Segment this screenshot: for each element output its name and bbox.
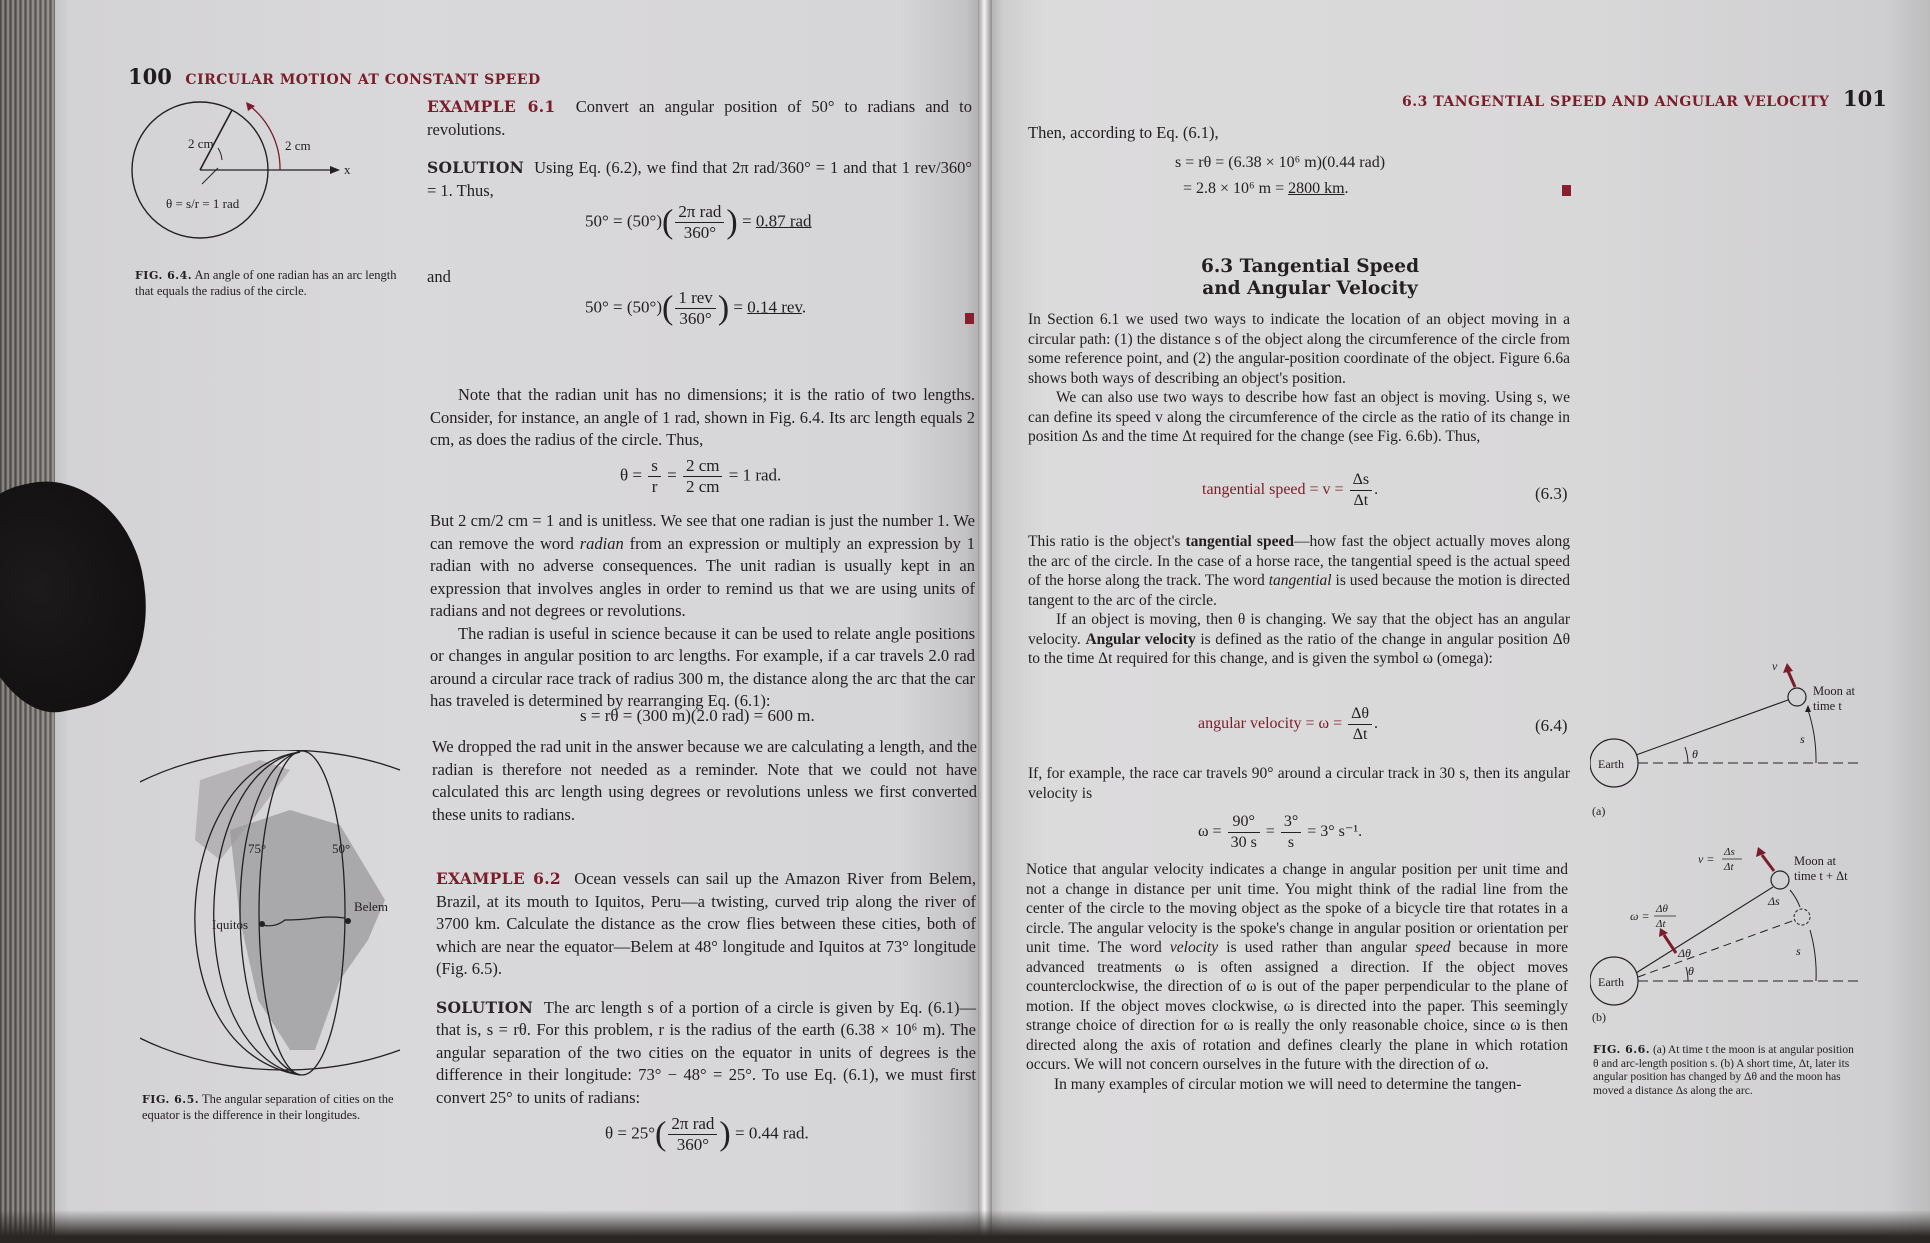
example-6-1: EXAMPLE 6.1 Convert an angular position of 50° to radians and to revolutions. SOLUTION Using Eq. (6.2), we find that 2π rad/360° = 1 and that 1 rev/360° = 1. Thus, bbox=[427, 97, 972, 200]
v-denominator: Δt bbox=[1724, 861, 1734, 873]
solution-label: SOLUTION bbox=[427, 158, 525, 177]
v-equals-label: v = bbox=[1698, 852, 1715, 866]
equation-s-earth-line2: = 2.8 × 10⁶ m = 2800 km. bbox=[1183, 180, 1349, 197]
page-number-left: 100 bbox=[128, 64, 172, 89]
moon-time-label: time t + Δt bbox=[1794, 869, 1848, 883]
equation-50deg-rev: 50° = (50°)( $\frac{\text{1 rev}}{360^\circ}$ ) = 0.14 rev. bbox=[585, 288, 807, 328]
paragraph-radian-dimensionless: Note that the radian unit has no dimensions; it is the ratio of two lengths. Consider, for instance, an angle of 1 rad, shown in Fig. 6.4. Its arc length equals 2 cm, as does the radius of the circle. Thus, bbox=[430, 385, 975, 449]
equation-6-3: tangential speed = v = $\frac{\Delta s}{\Delta t}$ . bbox=[1202, 471, 1379, 509]
equation-number-6-3: (6.3) bbox=[1535, 484, 1568, 503]
running-title-right: 6.3 TANGENTIAL SPEED AND ANGULAR VELOCITY bbox=[1402, 94, 1830, 110]
fig-6-5-caption: FIG. 6.5. The angular separation of cities on the equator is the difference in their longitudes. bbox=[142, 1092, 394, 1122]
fig-6-6-caption: FIG. 6.6. (a) At time t the moon is at angular position θ and arc-length position s. (b) A short time, Δt, later its angular position has changed by Δθ and the moon has moved a distance Δs along the arc. bbox=[1593, 1043, 1854, 1097]
book-gutter bbox=[978, 0, 992, 1243]
fig-6-6b-diagram bbox=[1590, 835, 1890, 1025]
omega-numerator: Δθ bbox=[1656, 903, 1668, 915]
bottom-shadow bbox=[0, 1210, 1930, 1243]
equation-6-4: angular velocity = ω = $\frac{\Delta\theta}{\Delta t}$ . bbox=[1198, 705, 1379, 743]
theta-label: θ bbox=[1688, 964, 1694, 978]
delta-theta-label: Δθ bbox=[1678, 946, 1691, 960]
moon-time-label: time t bbox=[1813, 699, 1842, 713]
equation-s-earth-line1: s = rθ = (6.38 × 10⁶ m)(0.44 rad) bbox=[1175, 154, 1386, 171]
earth-label: Earth bbox=[1598, 975, 1624, 989]
panel-a-tag: (a) bbox=[1592, 804, 1606, 818]
omega-denominator: Δt bbox=[1656, 918, 1666, 930]
paragraph-two-ways-location: In Section 6.1 we used two ways to indicate the location of an object moving in a circular path: (1) the distance s of the object along the circumference of the circle from some reference point, and (2) the angular-position coordinate of the object. Figure 6.6a shows both ways of describing an object's position. We can also use two ways to describe how fast an object is moving. Using s, we can define its speed v along the circumference of the circle as the ratio of its change in position Δs and the time Δt required for the change (see Fig. 6.6b). Thus, bbox=[1028, 311, 1570, 445]
moon-label: Moon at bbox=[1794, 854, 1837, 868]
earth-label: Earth bbox=[1598, 757, 1624, 771]
equation-theta-25deg: θ = 25°( $\frac{\text{2π rad}}{360^\circ}$ ) = 0.44 rad. bbox=[605, 1114, 809, 1154]
example-label: EXAMPLE 6.2 bbox=[436, 869, 561, 888]
running-title-left: CIRCULAR MOTION AT CONSTANT SPEED bbox=[185, 72, 541, 88]
end-of-example-mark bbox=[965, 313, 974, 324]
end-of-example-mark bbox=[1562, 185, 1571, 196]
fig-6-4-diagram bbox=[130, 100, 390, 260]
arc-s-label: s bbox=[1800, 732, 1805, 746]
equation-50deg-rad: 50° = (50°)( $\frac{\text{2π rad}}{360^\circ}$ ) = 0.87 rad bbox=[585, 202, 812, 242]
longitude-50-label: 50° bbox=[332, 841, 351, 856]
fig-6-6a-diagram bbox=[1590, 655, 1890, 825]
solution-label: SOLUTION bbox=[436, 997, 534, 1017]
radius-label: 2 cm bbox=[188, 136, 214, 151]
and-text: and bbox=[427, 267, 451, 286]
example-label: EXAMPLE 6.1 bbox=[427, 97, 556, 116]
belem-label: Belem bbox=[354, 899, 388, 914]
equation-s-600m: s = rθ = (300 m)(2.0 rad) = 600 m. bbox=[580, 706, 815, 725]
v-numerator: Δs bbox=[1724, 846, 1735, 858]
paragraph-tangential-speed: This ratio is the object's tangential speed—how fast the object actually moves along the arc of the circle. In the case of a horse race, the tangential speed is the actual speed of the horse along the track. The word tangential is used because the motion is directed tangent to the arc of the circle. If an object is moving, then θ is changing. We say that the object has an angular velocity. Angular velocity is defined as the ratio of the change in angular position Δθ to the time Δt required for this change, and is given the symbol ω (omega): bbox=[1028, 533, 1571, 667]
x-axis-label: x bbox=[344, 162, 351, 177]
paragraph-dropped-rad: We dropped the rad unit in the answer because we are calculating a length, and the radian is therefore not needed as a reminder. Note that we could not have calculated this arc length using degrees or revolutions unless we first converted these units to radians. bbox=[432, 737, 977, 824]
section-heading: 6.3 Tangential Speed and Angular Velocity bbox=[1200, 256, 1420, 299]
omega-equals-label: ω = bbox=[1630, 909, 1650, 923]
fig-6-5-globe bbox=[140, 750, 430, 1080]
longitude-75-label: 75° bbox=[248, 841, 267, 856]
fig-6-4-caption: FIG. 6.4. An angle of one radian has an arc length that equals the radius of the circle. bbox=[135, 268, 397, 298]
paragraph-race-car-example: If, for example, the race car travels 90° around a circular track in 30 s, then its angular velocity is bbox=[1028, 765, 1570, 802]
equation-omega-3deg: ω = $\frac{90^\circ}{30 s}$ = $\frac{3^\circ}{s}$ = 3° s⁻¹. bbox=[1198, 813, 1363, 851]
iquitos-label: Iquitos bbox=[212, 917, 249, 932]
arc-s-label: s bbox=[1796, 944, 1801, 958]
equation-theta-1rad: θ = $\frac{s}{r}$ = $\frac{2 cm}{2 cm}$ = 1 rad. bbox=[620, 456, 782, 496]
paragraph-radian-unitless: But 2 cm/2 cm = 1 and is unitless. We see that one radian is just the number 1. We can remove the word radian from an expression or multiply an expression by 1 radian with no adverse consequences. The unit radian is usually kept in an expression that involves angles in order to remind us that we are using units of radians and not degrees or revolutions. The radian is useful in science because it can be used to relate angle positions or changes in angular position to arc lengths. For example, if a car travels 2.0 rad around a circular race track of radius 300 m, the distance along the arc that the car has traveled is determined by rearranging Eq. (6.1): bbox=[430, 511, 975, 710]
continuation-text: Then, according to Eq. (6.1), bbox=[1028, 123, 1219, 142]
moon-label: Moon at bbox=[1813, 684, 1856, 698]
right-running-head bbox=[1402, 86, 1887, 111]
example-6-2: EXAMPLE 6.2 Ocean vessels can sail up the Amazon River from Belem, Brazil, at its mouth to Iquitos, Peru—a twisting, curved trip along the river of 3700 km. Calculate the distance as the crow flies between these cities, both of which are near the equator—Belem at 48° longitude and Iquitos at 73° longitude (Fig. 6.5). SOLUTION The arc length s of a portion of a circle is given by Eq. (6.1)—that is, s = rθ. For this problem, r is the radius of the earth (6.38 × 10⁶ m). The angular separation of the two cities on the equator in units of degrees is the difference in their longitude: 73° − 48° = 25°. To use Eq. (6.1), we must first convert 25° to units of radians: bbox=[436, 869, 977, 1107]
theta-label: θ = s/r = 1 rad bbox=[166, 196, 240, 211]
panel-b-tag: (b) bbox=[1592, 1010, 1606, 1024]
arc-label: 2 cm bbox=[285, 138, 311, 153]
page-number-right: 101 bbox=[1842, 86, 1887, 111]
theta-label: θ bbox=[1692, 747, 1698, 761]
paragraph-angular-velocity-direction: Notice that angular velocity indicates a change in angular position per unit time and not a change in distance per unit time. You might think of the radial line from the center of the circle to the moving object as the spoke of a bicycle tire that rotates in a circle. The angular velocity is the spoke's change in angular position or orientation per unit time. The word velocity is used rather than angular speed because in more advanced treatments ω is often assigned a direction. If the object moves counterclockwise, the direction of ω is out of the paper perpendicular to the plane of motion. If the object moves clockwise, ω is directed into the paper. This seemingly strange choice of direction for ω is really the only reasonable choice, since ω is then directed along the axis of rotation and defines clearly the plane in which rotation occurs. We will not concern ourselves in the future with the direction of ω. In many examples of circular motion we will need to determine the tangen- bbox=[1026, 861, 1568, 1093]
left-running-head bbox=[128, 64, 541, 89]
velocity-label: v bbox=[1772, 659, 1778, 673]
delta-s-label: Δs bbox=[1768, 894, 1780, 908]
equation-number-6-4: (6.4) bbox=[1535, 716, 1568, 735]
